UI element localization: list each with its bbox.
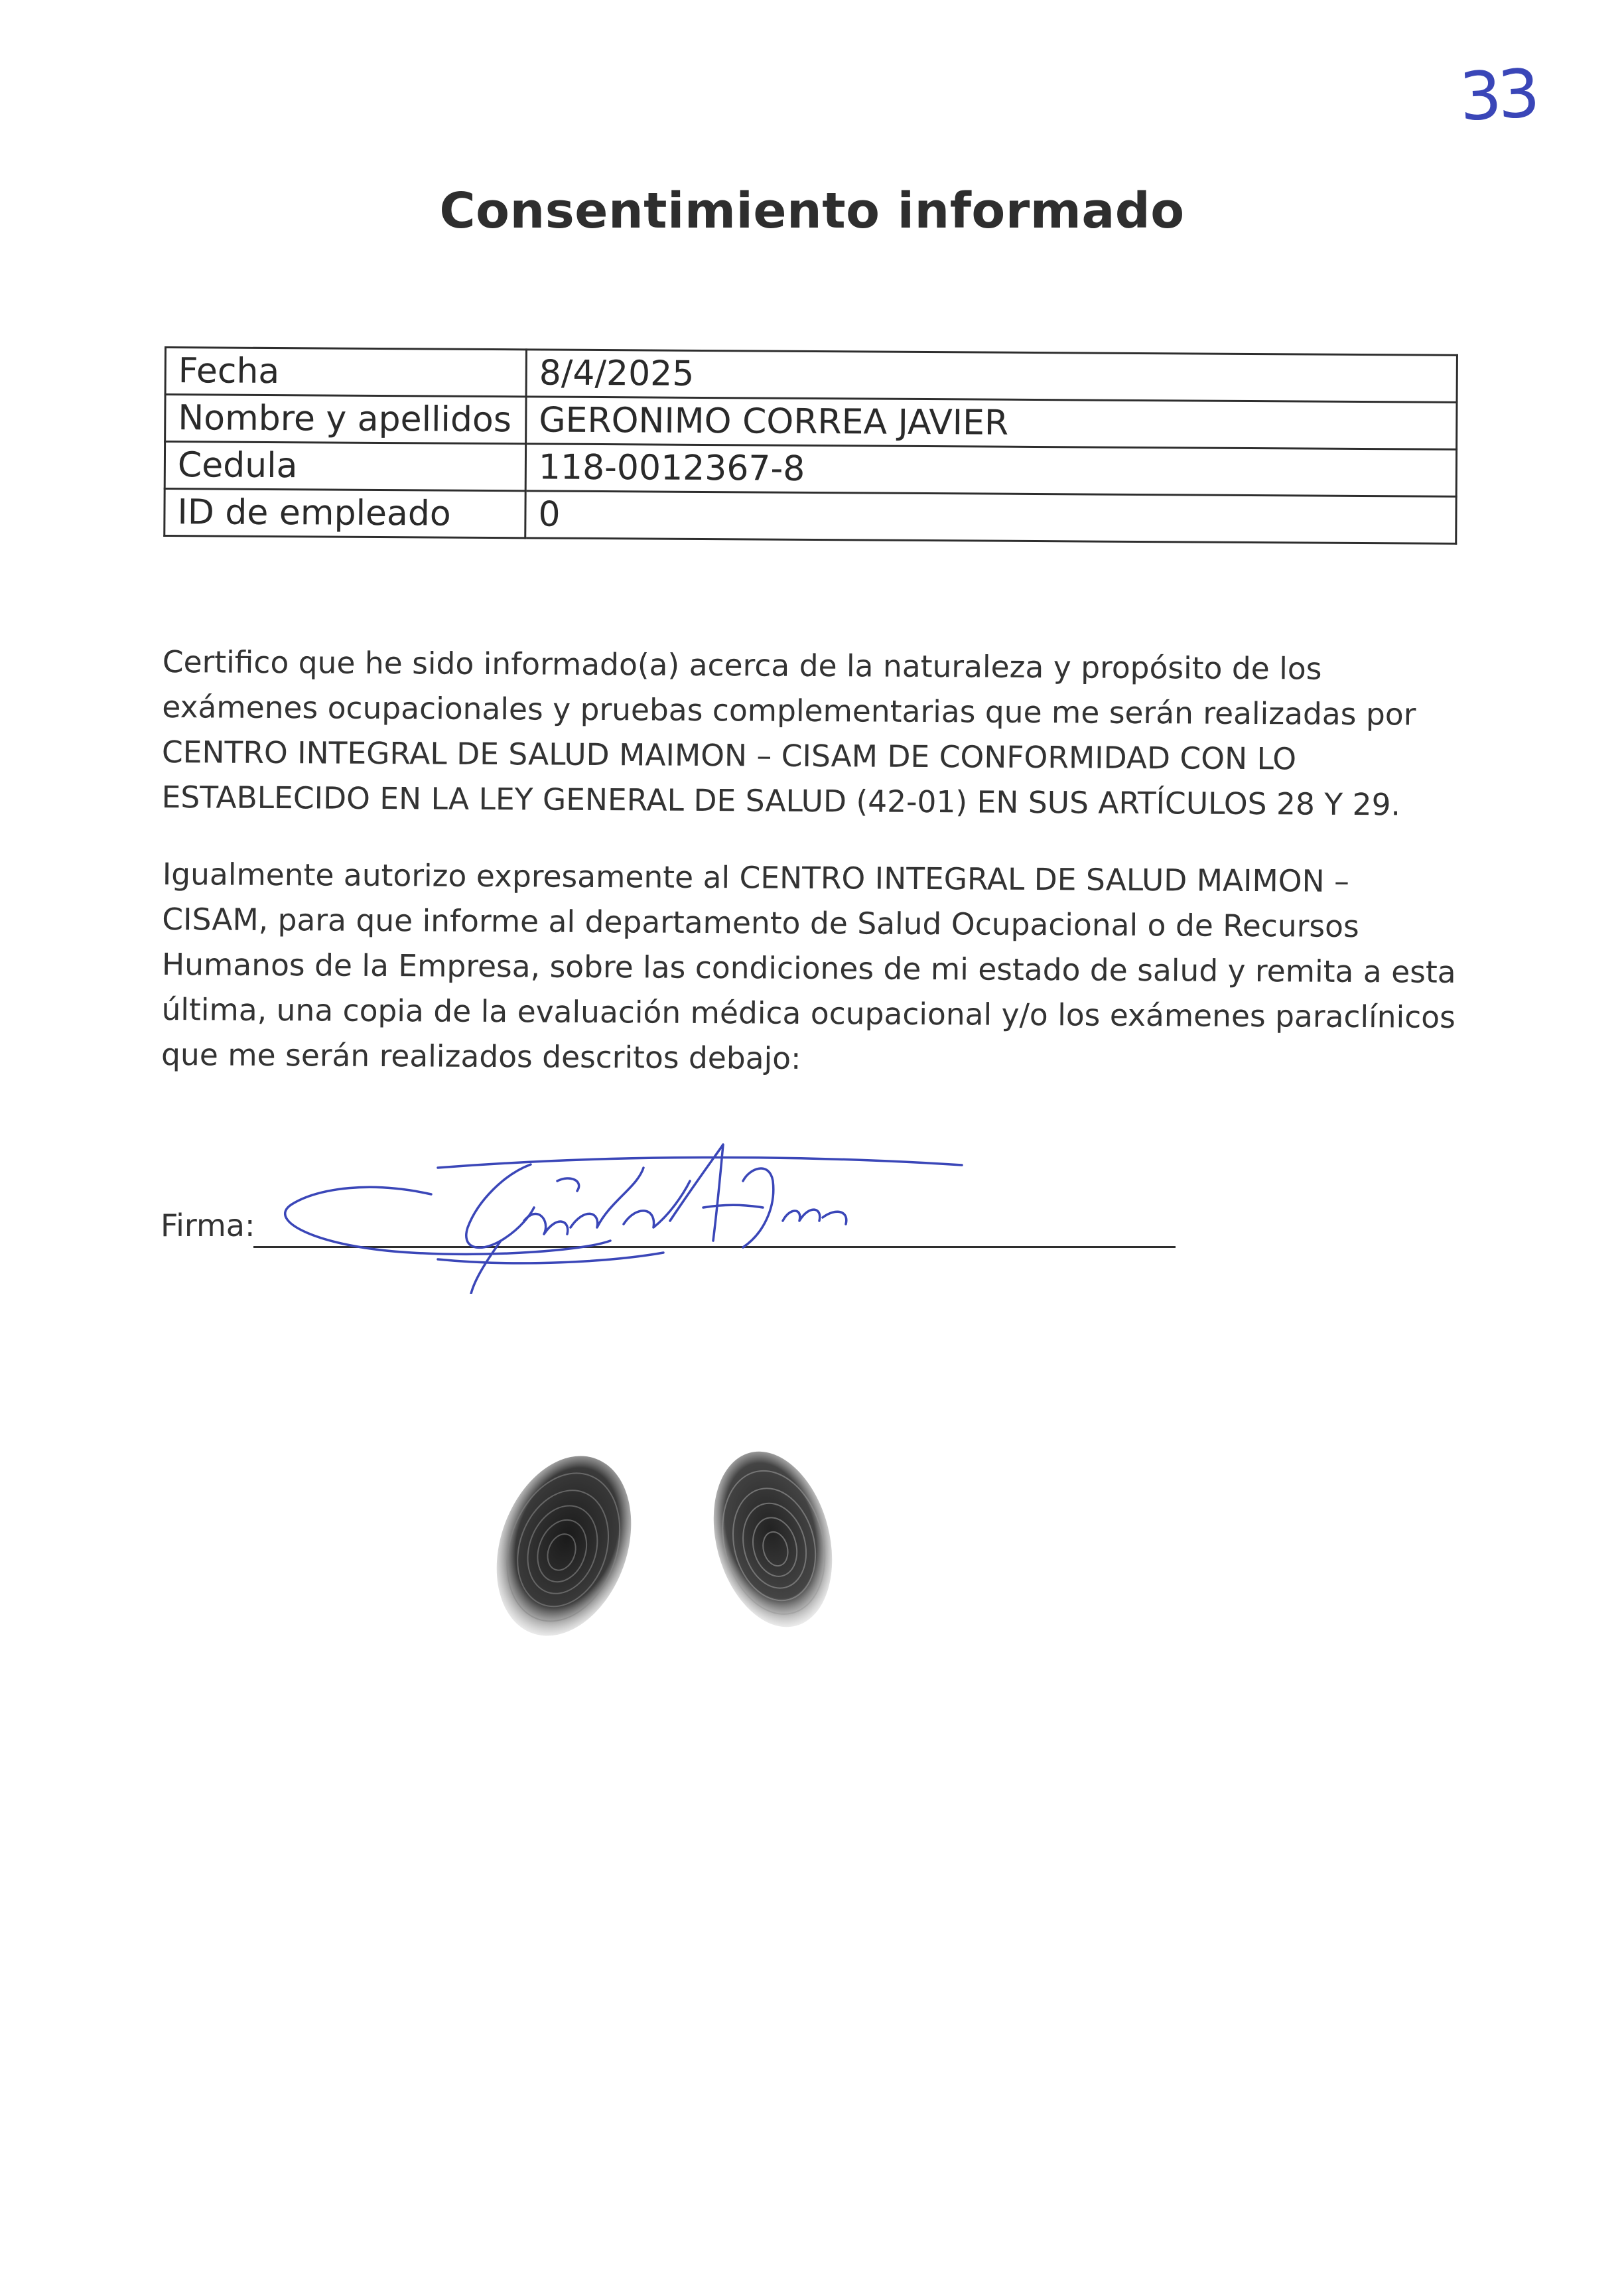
- right-fingerprint-icon: [697, 1433, 849, 1645]
- table-row: [165, 442, 1456, 497]
- signature-label: Firma:: [161, 1208, 255, 1243]
- handwritten-signature-icon: [239, 1141, 982, 1294]
- table-row: [165, 395, 1457, 450]
- page-title: Consentimiento informado: [439, 182, 1185, 240]
- employee-id-value: 0: [525, 491, 1456, 544]
- employee-id-label: ID de empleado: [165, 489, 525, 538]
- signature-area: [159, 1141, 1194, 1300]
- left-fingerprint-icon: [484, 1440, 643, 1652]
- date-label: Fecha: [165, 348, 526, 397]
- table-row: [165, 489, 1456, 544]
- table-row: [165, 348, 1457, 403]
- cedula-label: Cedula: [165, 442, 525, 491]
- certification-paragraph: Certifico que he sido informado(a) acerca de la naturaleza y propósito de los exámenes ocupacionales y pruebas complementarias que me serán realizadas por CENTRO INTEGRAL DE SALUD MAIMON – CISAM DE CONFORMIDAD CON LO ESTABLECIDO EN LA LEY GENERAL DE SALUD (42-01) EN SUS ARTÍCULOS 28 Y 29.: [161, 644, 1416, 822]
- name-label: Nombre y apellidos: [165, 395, 526, 444]
- fingerprints: [478, 1433, 889, 1659]
- date-value: 8/4/2025: [526, 350, 1457, 403]
- handwritten-page-number: 33: [1457, 54, 1538, 136]
- name-value: GERONIMO CORREA JAVIER: [526, 397, 1457, 450]
- employee-info-table: [163, 346, 1458, 545]
- cedula-value: 118-0012367-8: [525, 444, 1456, 497]
- authorization-paragraph: Igualmente autorizo expresamente al CENTRO INTEGRAL DE SALUD MAIMON – CISAM, para que informe al departamento de Salud Ocupacional o de Recursos Humanos de la Empresa, sobre las condiciones de mi estado de salud y remita a esta última, una copia de la evaluación médica ocupacional y/o los exámenes paraclínicos que me serán realizados descritos debajo:: [161, 856, 1456, 1076]
